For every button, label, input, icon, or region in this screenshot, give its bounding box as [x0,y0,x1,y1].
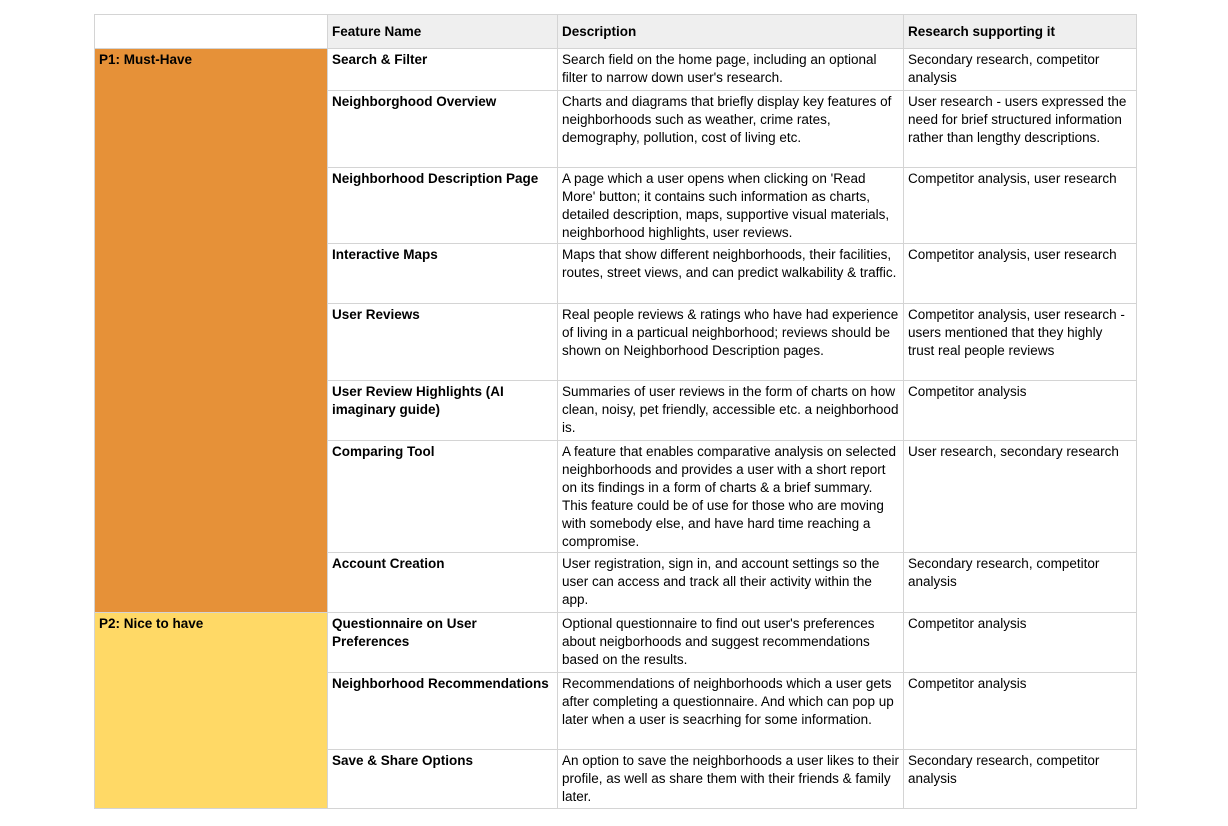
feature-description: Maps that show different neighborhoods, their facilities, routes, street views, and can predict walkability & traffic. [558,244,904,304]
feature-research: Secondary research, competitor analysis [904,553,1137,613]
priority-p2-cell [95,613,328,809]
feature-research: User research - users expressed the need for brief structured information rather than lengthy descriptions. [904,91,1137,168]
header-feature-name: Feature Name [328,15,558,49]
feature-description: Charts and diagrams that briefly display key features of neighborhoods such as weather, crime rates, demography, pollution, cost of living etc. [558,91,904,168]
feature-name: User Review Highlights (AI imaginary guide) [328,381,558,441]
feature-name: User Reviews [328,304,558,381]
feature-description: Real people reviews & ratings who have had experience of living in a particual neighborhood; reviews should be shown on Neighborhood Description pages. [558,304,904,381]
feature-name: Neighborhood Description Page [328,168,558,244]
header-research: Research supporting it [904,15,1137,49]
feature-research: User research, secondary research [904,441,1137,553]
feature-description: Summaries of user reviews in the form of charts on how clean, noisy, pet friendly, accessible etc. a neighborhood is. [558,381,904,441]
priority-label-p1: P1: Must-Have [99,52,193,67]
priority-p1-cell [95,49,328,613]
feature-name: Comparing Tool [328,441,558,553]
feature-name: Neighborghood Overview [328,91,558,168]
feature-research: Competitor analysis [904,673,1137,750]
feature-description: A feature that enables comparative analysis on selected neighborhoods and provides a user with a short report on its findings in a form of charts & a brief summary. This feature could be of use for those who are moving with somebody else, and have hard time reaching a compromise. [558,441,904,553]
header-priority [95,15,328,49]
feature-research: Competitor analysis [904,381,1137,441]
feature-research: Competitor analysis, user research [904,244,1137,304]
feature-research: Competitor analysis [904,613,1137,673]
feature-description: Search field on the home page, including an optional filter to narrow down user's research. [558,49,904,91]
priority-label-p2: P2: Nice to have [99,616,204,631]
feature-research: Competitor analysis, user research - users mentioned that they highly trust real people reviews [904,304,1137,381]
feature-description: Optional questionnaire to find out user's preferences about neigborhoods and suggest recommendations based on the results. [558,613,904,673]
feature-name: Account Creation [328,553,558,613]
feature-name: Save & Share Options [328,750,558,809]
table-row [95,613,1137,673]
feature-name: Questionnaire on User Preferences [328,613,558,673]
header-description: Description [558,15,904,49]
feature-description: User registration, sign in, and account settings so the user can access and track all their activity within the app. [558,553,904,613]
feature-description: A page which a user opens when clicking on 'Read More' button; it contains such information as charts, detailed description, maps, supportive visual materials, neighborhood highlights, user reviews. [558,168,904,244]
feature-priority-table [94,14,1137,809]
table-header-row [95,15,1137,49]
feature-research: Secondary research, competitor analysis [904,49,1137,91]
feature-description: An option to save the neighborhoods a user likes to their profile, as well as share them with their friends & family later. [558,750,904,809]
feature-description: Recommendations of neighborhoods which a user gets after completing a questionnaire. And which can pop up later when a user is seacrhing for some information. [558,673,904,750]
feature-research: Competitor analysis, user research [904,168,1137,244]
feature-name: Neighborhood Recommendations [328,673,558,750]
table-row [95,49,1137,91]
feature-research: Secondary research, competitor analysis [904,750,1137,809]
feature-name: Interactive Maps [328,244,558,304]
feature-name: Search & Filter [328,49,558,91]
